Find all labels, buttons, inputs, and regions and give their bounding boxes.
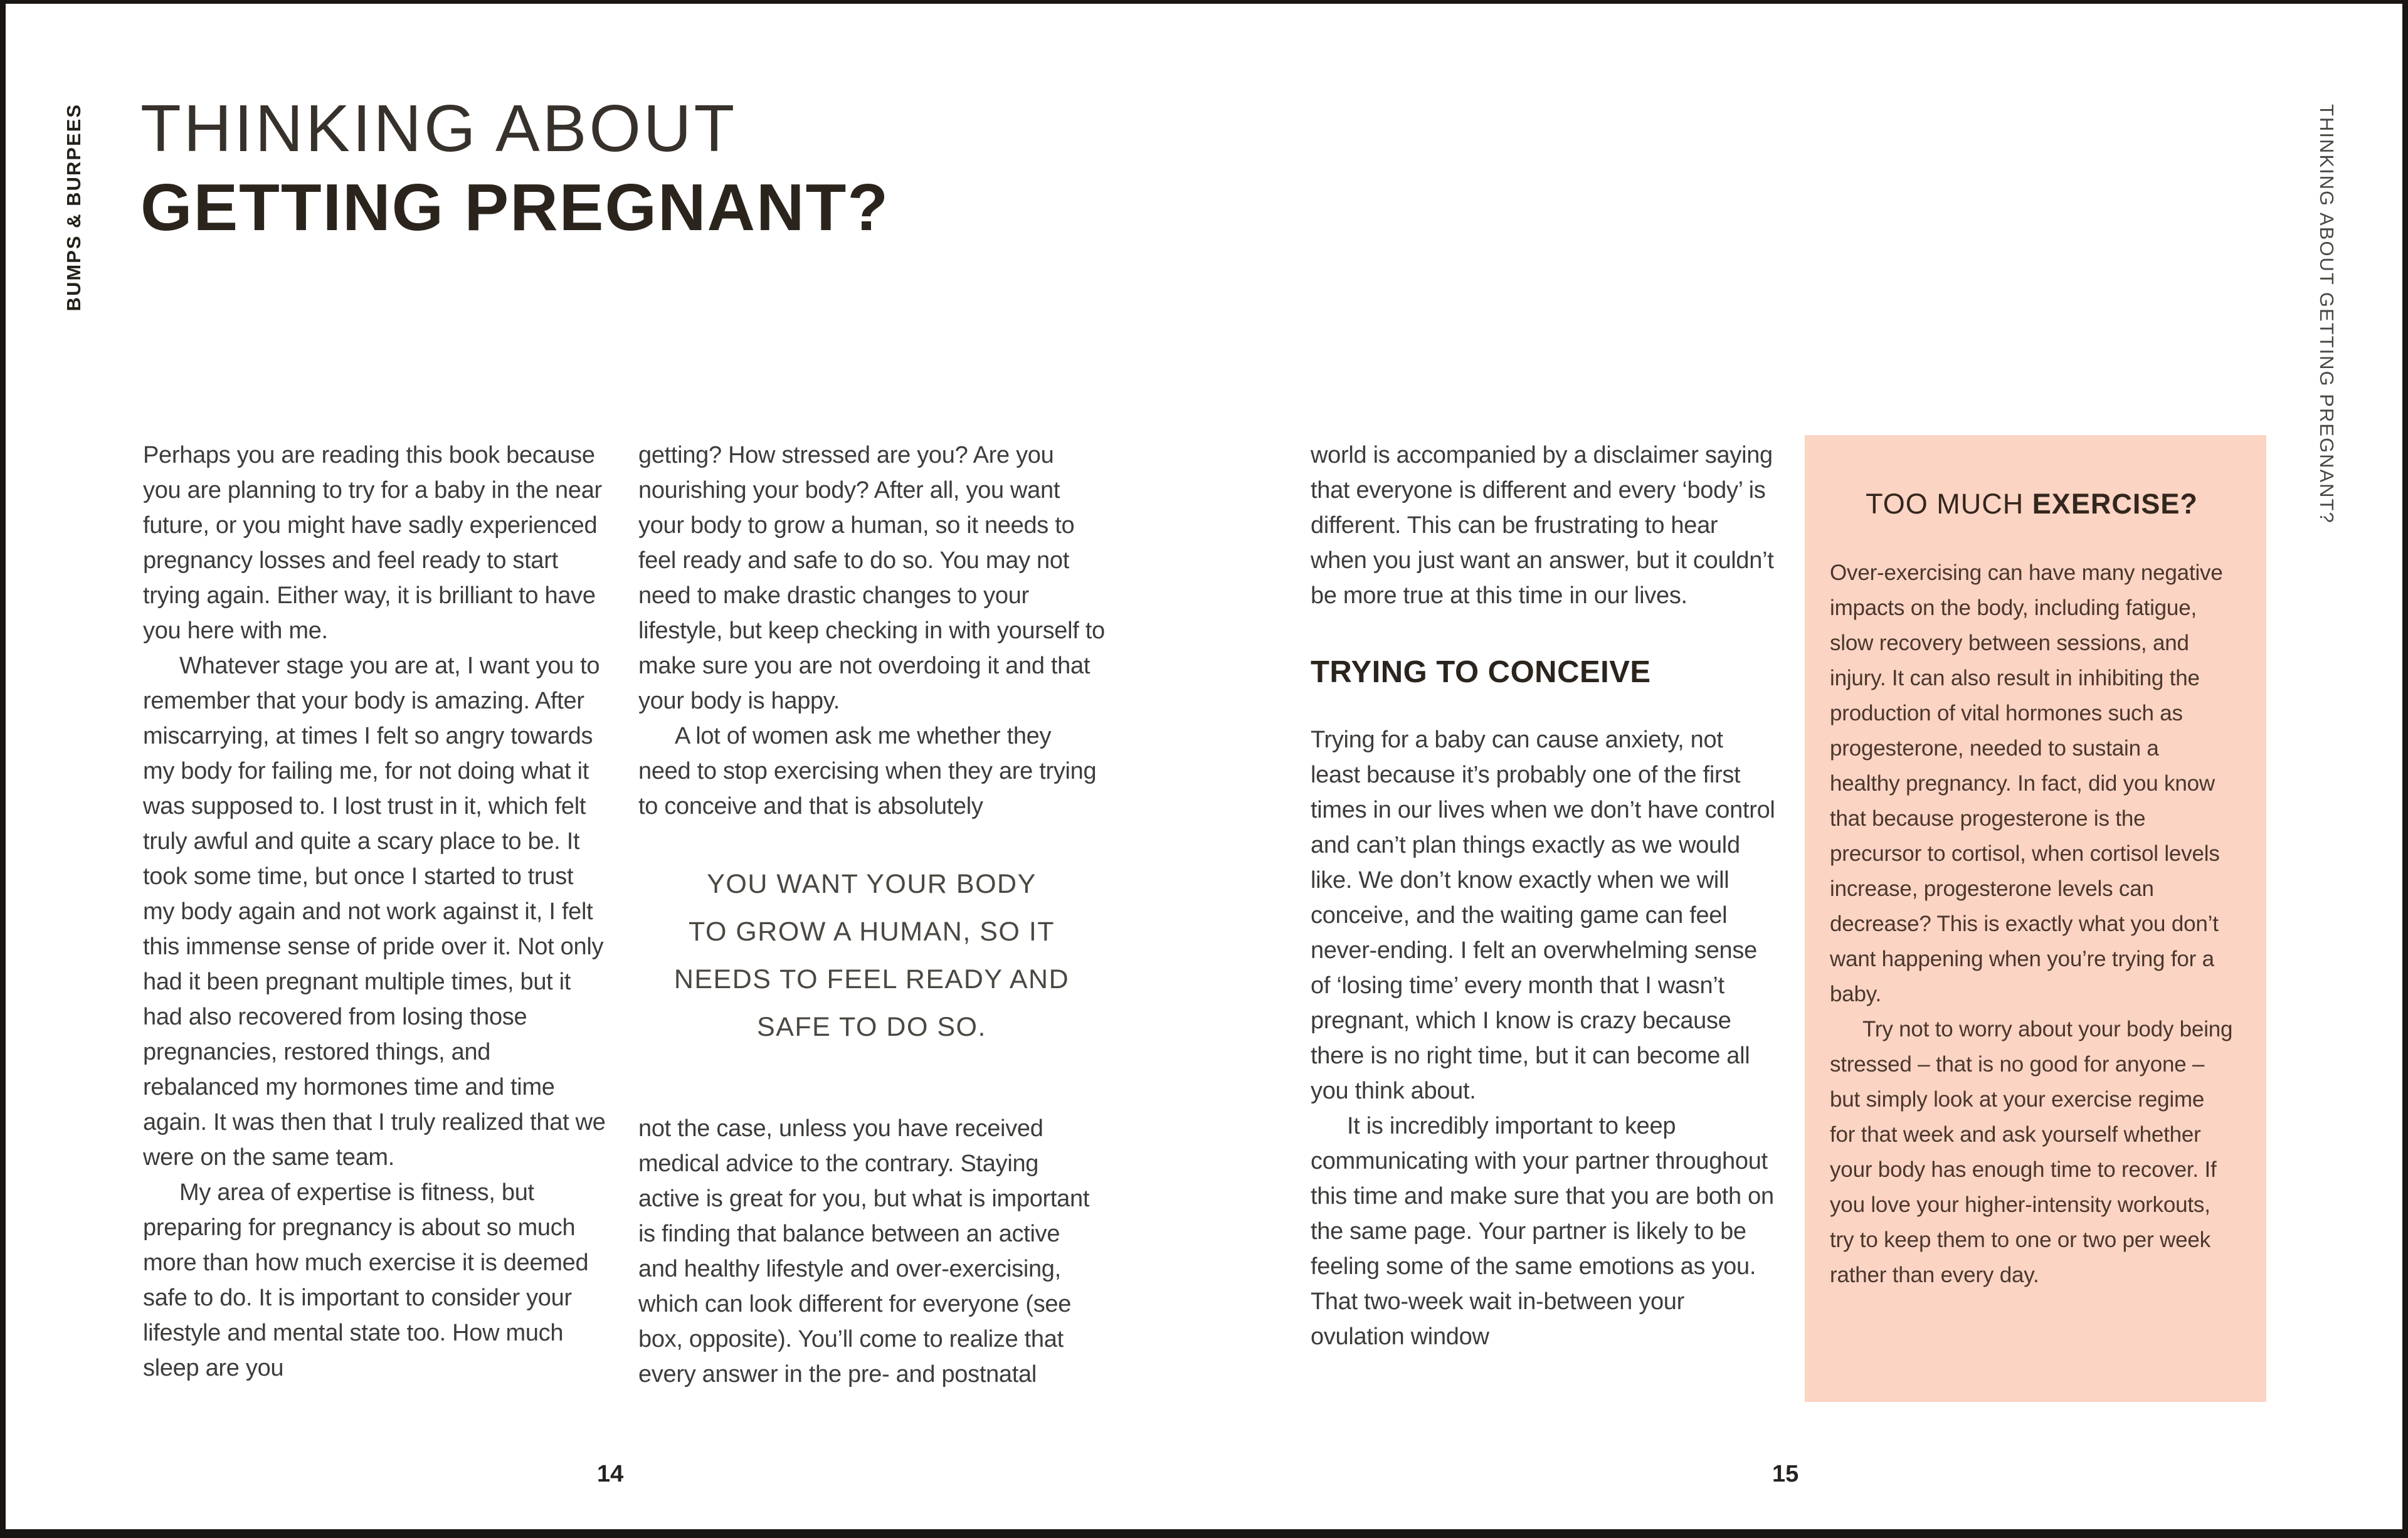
paragraph: getting? How stressed are you? Are you nourishing your body? After all, you want your body to grow a human, so it needs to feel ready and safe to do so. You may not need to make drastic changes to your lifestyle, but keep checking in with yourself to make sure you are not overdoing it and that your body is happy. bbox=[638, 442, 1105, 714]
pull-quote bbox=[638, 860, 1105, 1051]
chapter-title-line1: THINKING ABOUT bbox=[140, 92, 737, 166]
info-box-title-light: TOO MUCH bbox=[1866, 488, 2032, 520]
pull-quote-line: TO GROW A HUMAN, SO IT bbox=[688, 917, 1055, 947]
frame-edge-left bbox=[0, 0, 6, 1538]
pull-quote-line: NEEDS TO FEEL READY AND bbox=[673, 964, 1070, 994]
chapter-title-line2: GETTING PREGNANT? bbox=[140, 171, 890, 245]
left-page-column-2 bbox=[638, 438, 1105, 1392]
info-box-title bbox=[1830, 488, 2234, 520]
paragraph: Whatever stage you are at, I want you to remember that your body is amazing. After miscarrying, at times I felt so angry towards my body for failing me, for not doing what it was supposed to. I lost trust in it, which felt truly awful and quite a scary place to be. It took some time, but once I started to trust my body again and not work against it, I felt this immense sense of pride over it. Not only had it been pregnant multiple times, but it had also recovered from losing those pregnancies, restored things, and rebalanced my hormones time and time again. It was then that I truly realized that we were on the same team. bbox=[143, 653, 606, 1171]
left-page-column-1 bbox=[143, 438, 610, 1386]
paragraph: world is accompanied by a disclaimer saying that everyone is different and every ‘body’ is different. This can be frustrating to hear when you just want an answer, but it couldn’t be more true at this time in our lives. bbox=[1311, 442, 1774, 609]
paragraph: Perhaps you are reading this book because you are planning to try for a baby in the near future, or you might have sadly experienced pregnancy losses and feel ready to start trying again. Either way, it is brilliant to have you here with me. bbox=[143, 442, 602, 644]
info-box bbox=[1805, 435, 2266, 1402]
running-head-left: BUMPS & BURPEES bbox=[63, 103, 85, 312]
paragraph: Over-exercising can have many negative impacts on the body, including fatigue, slow recovery between sessions, and injury. It can also result in inhibiting the production of vital hormones such as progesterone, needed to sustain a healthy pregnancy. In fact, did you know that because progesterone is the precursor to cortisol, when cortisol levels increase, progesterone levels can decrease? This is exactly what you don’t want happening when you’re trying for a baby. bbox=[1830, 561, 2223, 1006]
page-number-left: 14 bbox=[597, 1461, 624, 1487]
frame-edge-top bbox=[0, 0, 2408, 4]
paragraph: It is incredibly important to keep communicating with your partner throughout this time and make sure that you are both on the same page. Your partner is likely to be feeling some of the same emotions as you. That two-week wait in-between your ovulation window bbox=[1311, 1113, 1774, 1350]
paragraph: A lot of women ask me whether they need to stop exercising when they are trying to conceive and that is absolutely bbox=[638, 723, 1097, 819]
page-number-right: 15 bbox=[1772, 1461, 1799, 1487]
paragraph: My area of expertise is fitness, but preparing for pregnancy is about so much more than how much exercise it is deemed safe to do. It is important to consider your lifestyle and mental state too. How much sleep are you bbox=[143, 1179, 589, 1381]
paragraph: Trying for a baby can cause anxiety, not least because it’s probably one of the first times in our lives when we don’t have control and can’t plan things exactly as we would like. We don’t know exactly when we will conceive, and the waiting game can feel never-ending. I felt an overwhelming sense of ‘losing time’ every month that I wasn’t pregnant, which I know is crazy because there is no right time, but it can become all you think about. bbox=[1311, 727, 1775, 1104]
frame-edge-right bbox=[2402, 0, 2408, 1538]
chapter-title bbox=[140, 89, 889, 247]
running-head-right: THINKING ABOUT GETTING PREGNANT? bbox=[2316, 104, 2338, 524]
paragraph: Try not to worry about your body being stressed – that is no good for anyone – but simply look at your exercise regime for that week and ask yourself whether your body has enough time to recover. If you love your higher-intensity workouts, try to keep them to one or two per week rather than every day. bbox=[1830, 1017, 2233, 1287]
frame-edge-bottom bbox=[0, 1529, 2408, 1538]
paragraph: not the case, unless you have received medical advice to the contrary. Staying active is great for you, but what is important is finding that balance between an active and healthy lifestyle and over-exercising, which can look different for everyone (see box, opposite). You’ll come to realize that every answer in the pre- and postnatal bbox=[638, 1115, 1090, 1388]
pull-quote-line: SAFE TO DO SO. bbox=[757, 1012, 986, 1042]
section-heading-trying-to-conceive: TRYING TO CONCEIVE bbox=[1311, 655, 1651, 689]
pull-quote-line: YOU WANT YOUR BODY bbox=[707, 869, 1037, 899]
info-box-title-bold: EXERCISE? bbox=[2032, 488, 2198, 520]
right-page-column-1 bbox=[1311, 438, 1777, 1354]
